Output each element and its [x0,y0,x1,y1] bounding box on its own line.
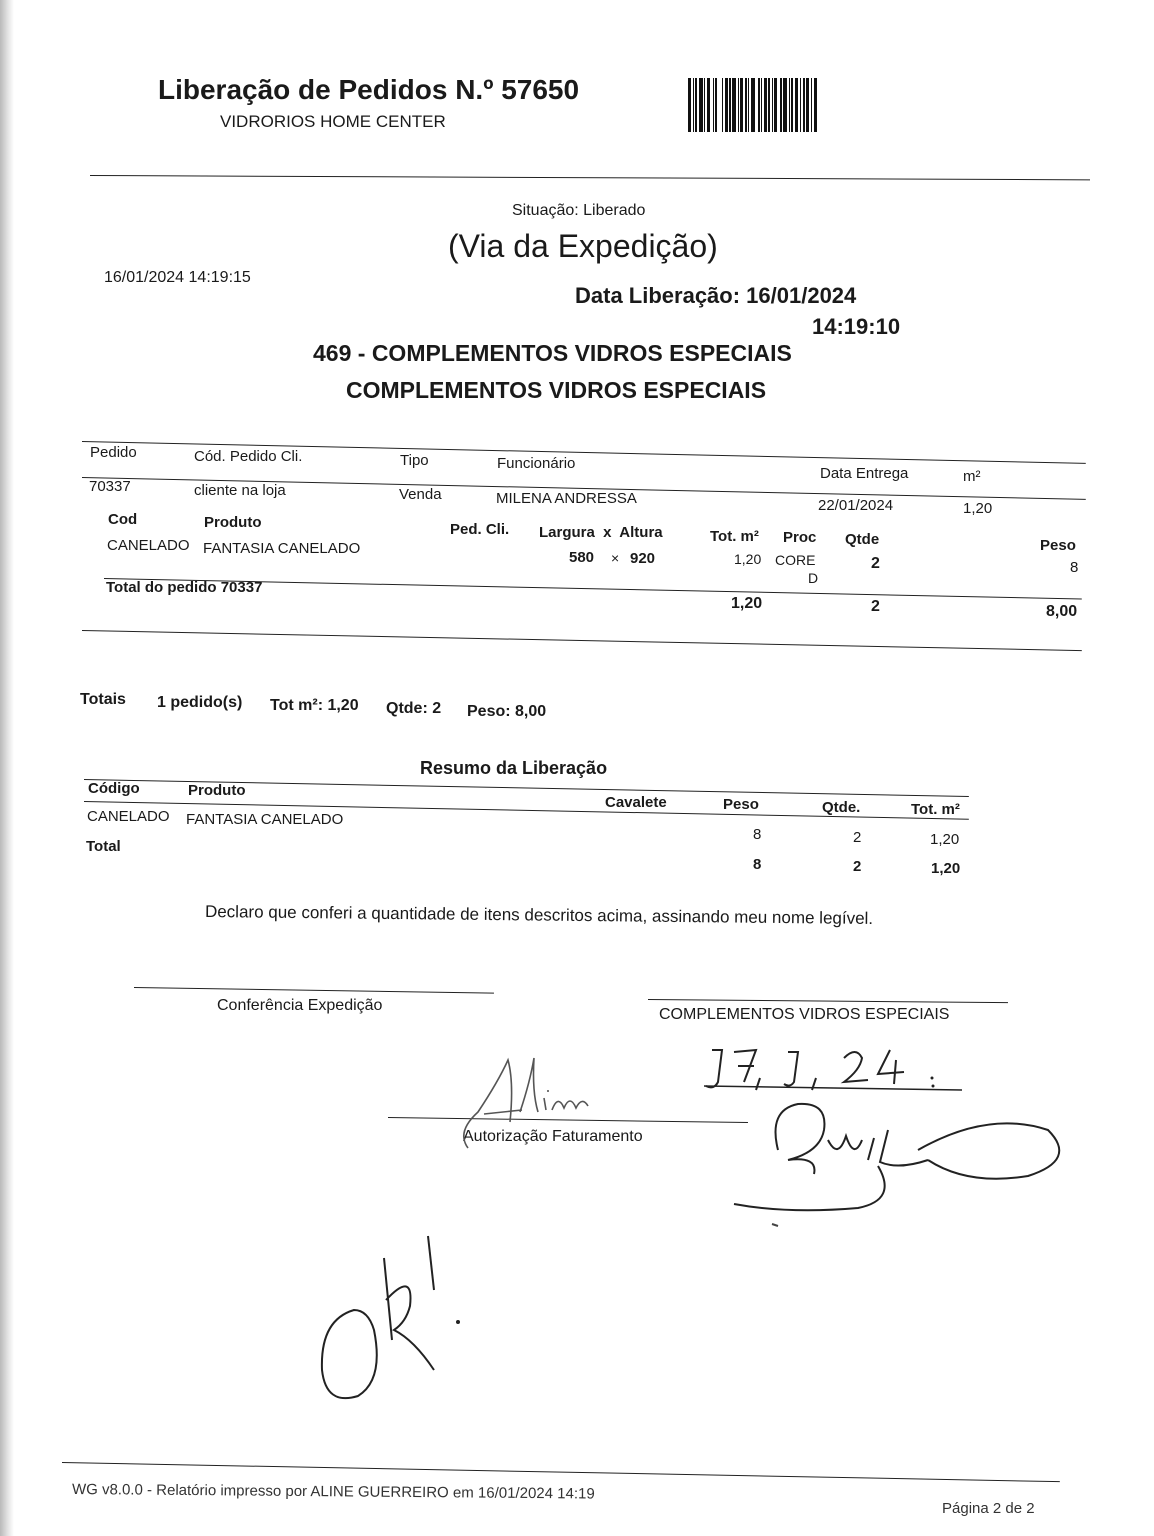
signature-label-client: COMPLEMENTOS VIDROS ESPECIAIS [659,1006,950,1023]
col-header-m2: m² [963,468,981,485]
summary-row-produto: FANTASIA CANELADO [186,811,344,828]
footer-line [62,1462,1060,1482]
totals-tot-m2: Tot m²: 1,20 [270,697,359,714]
summary-header-peso: Peso [723,796,759,813]
item-qtde: 2 [871,555,880,572]
item-cod: CANELADO [107,537,190,554]
order-table-bottom-line [82,630,1082,651]
totals-label: Totais [80,691,126,708]
summary-header-produto: Produto [188,782,246,799]
item-dimension-x: × [611,550,620,566]
item-header-tot-m2: Tot. m² [710,528,759,545]
signature-line-client [648,999,1008,1003]
header-divider [90,175,1090,180]
summary-row-peso: 8 [753,826,762,843]
item-header-peso: Peso [1040,537,1076,554]
summary-title: Resumo da Liberação [420,758,608,778]
summary-total-label: Total [86,838,121,855]
order-number: 70337 [89,478,131,495]
item-altura: 920 [630,550,656,567]
barcode [688,78,864,132]
item-header-ped-cli: Ped. Cli. [450,521,510,538]
summary-total-qtde: 2 [853,858,862,875]
item-header-proc: Proc [783,529,817,546]
release-time: 14:19:10 [812,314,901,339]
release-date: Data Liberação: 16/01/2024 [575,283,857,308]
summary-header-cavalete: Cavalete [605,794,667,811]
totals-peso: Peso: 8,00 [467,703,547,720]
summary-row-tot-m2: 1,20 [930,831,960,848]
col-header-data-entrega: Data Entrega [820,465,909,482]
client-name-line1: 469 - COMPLEMENTOS VIDROS ESPECIAIS [313,340,792,366]
order-type: Venda [399,486,442,503]
col-header-funcionario: Funcionário [497,455,576,472]
summary-total-tot-m2: 1,20 [931,860,961,877]
item-proc-line2: D [808,570,819,586]
order-total-label: Total do pedido 70337 [106,579,263,596]
order-total-m2: 1,20 [731,595,763,612]
scan-edge-shadow [0,0,14,1536]
signature-label-conferencia: Conferência Expedição [217,997,383,1014]
copy-label: (Via da Expedição) [448,228,718,264]
totals-qtde: Qtde: 2 [386,700,442,717]
item-header-produto: Produto [204,514,262,531]
summary-row-codigo: CANELADO [87,808,170,825]
company-name: VIDRORIOS HOME CENTER [220,112,446,131]
summary-header-qtde: Qtde. [822,799,861,816]
handwritten-signature-aline [448,1052,608,1152]
order-client-code: cliente na loja [194,482,286,499]
item-produto: FANTASIA CANELADO [203,540,361,557]
situation-status: Situação: Liberado [512,202,646,219]
footer-page-number: Página 2 de 2 [942,1500,1035,1517]
item-largura: 580 [569,549,595,566]
handwritten-signature-client [728,1090,1068,1230]
order-total-qtde: 2 [871,598,880,615]
col-header-cod-pedido-cli: Cód. Pedido Cli. [194,448,303,465]
footer-printed-by: WG v8.0.0 - Relatório impresso por ALINE GUERREIRO em 16/01/2024 14:19 [71,1481,595,1503]
declaration-text: Declaro que conferi a quantidade de itens descritos acima, assinando meu nome legível. [204,902,874,928]
print-datetime: 16/01/2024 14:19:15 [104,269,251,286]
summary-row-qtde: 2 [853,829,862,846]
item-header-largura-altura: Largura x Altura [539,524,663,541]
col-header-tipo: Tipo [400,452,429,469]
signature-line-conferencia [134,987,494,994]
totals-pedidos: 1 pedido(s) [157,694,243,711]
summary-total-peso: 8 [753,856,762,873]
order-employee: MILENA ANDRESSA [496,490,637,507]
order-delivery-date: 22/01/2024 [818,497,894,514]
order-total-peso: 8,00 [1046,603,1078,620]
summary-header-tot-m2: Tot. m² [911,801,960,818]
item-tot-m2: 1,20 [734,551,762,567]
document-title: Liberação de Pedidos N.º 57650 [158,74,580,105]
col-header-pedido: Pedido [90,444,137,461]
item-header-qtde: Qtde [845,531,880,548]
item-header-cod: Cod [108,511,138,528]
handwritten-ok-mark [310,1230,480,1410]
signature-label-autorizacao: Autorização Faturamento [463,1128,643,1145]
order-m2: 1,20 [963,500,993,517]
item-proc-line1: CORE [775,552,816,568]
summary-header-codigo: Código [88,780,140,797]
client-name-line2: COMPLEMENTOS VIDROS ESPECIAIS [346,377,767,403]
item-peso: 8 [1070,559,1079,576]
